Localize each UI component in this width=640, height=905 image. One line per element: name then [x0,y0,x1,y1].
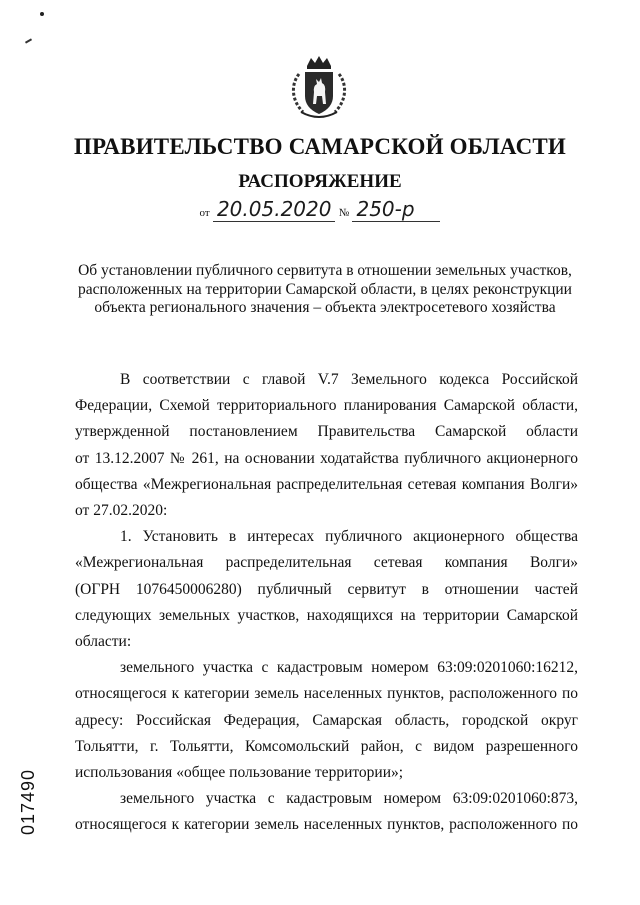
body-line: (ОГРН 1076450006280) публичный сервитут в отношении частей [75,580,578,598]
document-body [75,367,578,839]
handwritten-number: 250-р [352,197,440,222]
document-heading [70,262,580,318]
body-line: Тольятти, г. Тольятти, Комсомольский район, с видом разрешенного [75,737,578,755]
body-line: В соответствии с главой V.7 Земельного кодекса Российской [120,371,578,388]
document-type: РАСПОРЯЖЕНИЕ [238,171,402,192]
body-line: земельного участка с кадастровым номером 63:09:0201060:16212, [120,659,578,677]
body-line: от 27.02.2020: [75,502,168,520]
body-line: относящегося к категории земель населенных пунктов, расположенного по [75,685,578,703]
heading-line: Об установлении публичного сервитута в отношении земельных участков, [78,262,572,279]
body-line: 1. Установить в интересах публичного акционерного общества [120,528,578,546]
body-line: земельного участка с кадастровым номером 63:09:0201060:873, [120,790,578,808]
body-line: следующих земельных участков, находящихся на территории Самарской [75,606,578,624]
organization-title: ПРАВИТЕЛЬСТВО САМАРСКОЙ ОБЛАСТИ [73,134,567,159]
side-registration-code: 017490 [18,768,38,835]
body-line: утвержденной постановлением Правительства Самарской области [75,423,578,441]
scan-mark-tick [25,38,32,43]
heading-line: объекта регионального значения – объекта электросетевого хозяйства [94,299,556,316]
body-line: от 13.12.2007 № 261, на основании ходатайства публичного акционерного [75,449,578,467]
date-prefix: от [199,207,210,219]
body-line: использования «общее пользование территории»; [75,764,404,782]
body-line: относящегося к категории земель населенных пунктов, расположенного по [75,816,578,834]
date-number-line [0,197,640,222]
scan-mark-dot [40,12,44,16]
body-line: области: [75,633,132,651]
body-line: общества «Межрегиональная распределительная сетевая компания Волги» [75,475,578,493]
handwritten-date: 20.05.2020 [213,197,336,222]
heading-line: расположенных на территории Самарской области, в целях реконструкции [78,280,572,298]
number-prefix: № [338,207,350,219]
body-line: Федерации, Схемой территориального планирования Самарской области, [75,397,578,415]
samara-coat-of-arms-icon [283,52,355,122]
body-line: адресу: Российская Федерация, Самарская область, городской округ [75,711,578,729]
body-line: «Межрегиональная распределительная сетевая компания Волги» [75,554,578,572]
